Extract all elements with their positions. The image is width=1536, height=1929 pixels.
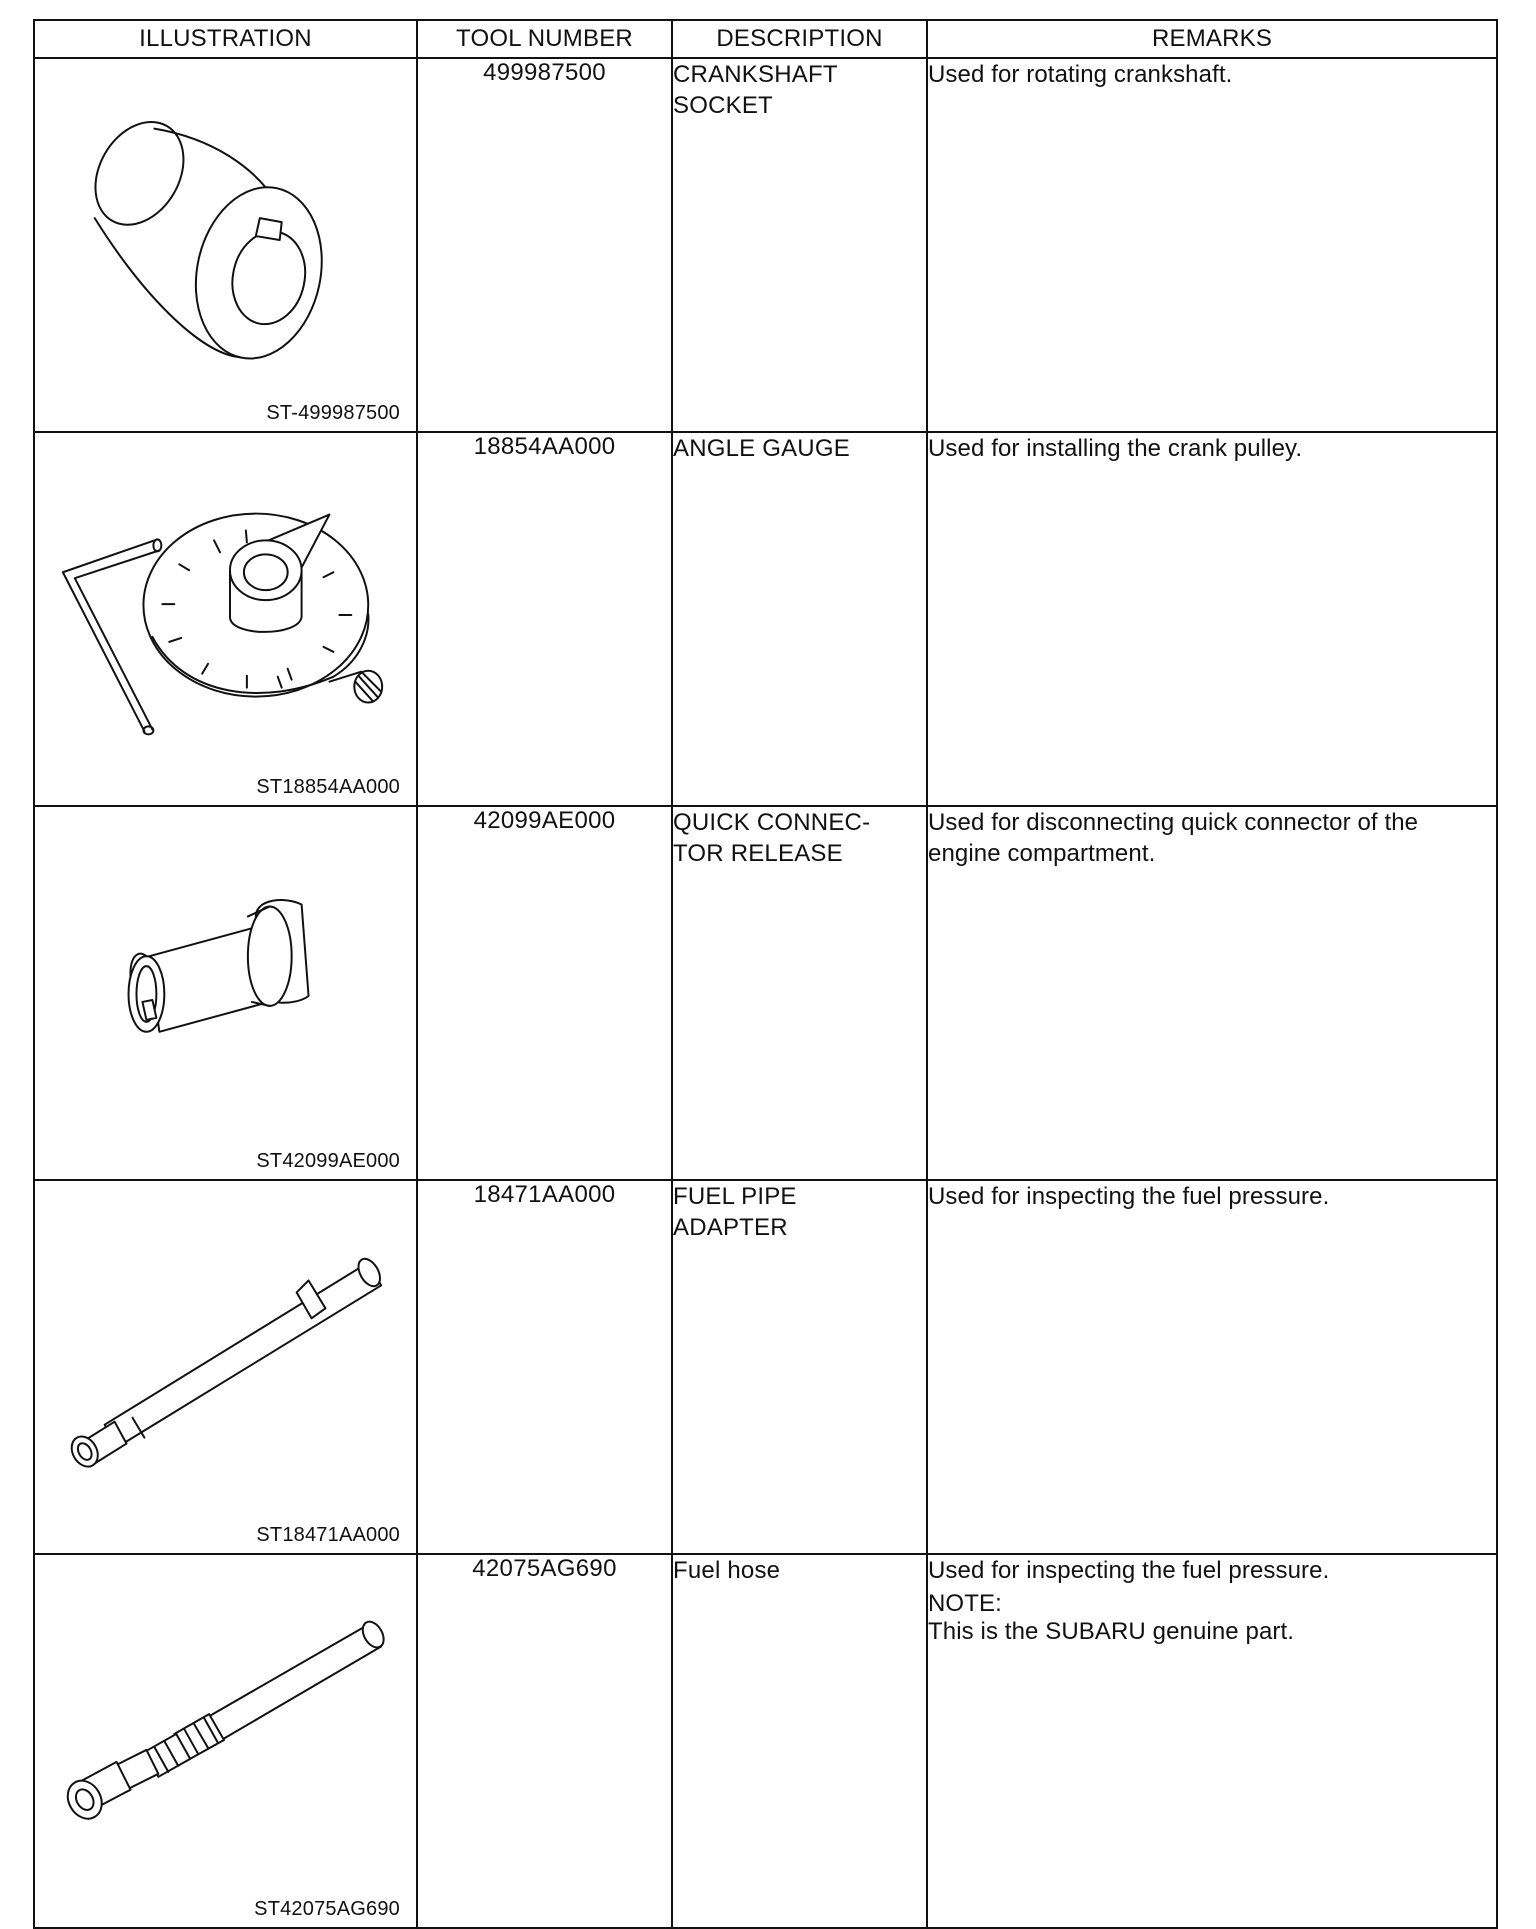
header-tool-number: TOOL NUMBER (417, 20, 672, 58)
tool-number: 18854AA000 (417, 432, 672, 806)
description-line: QUICK CONNEC- (673, 809, 871, 836)
remarks (927, 432, 1497, 806)
description (672, 58, 927, 432)
description (672, 806, 927, 1180)
tool-number: 18471AA000 (417, 1180, 672, 1554)
description-line: SOCKET (673, 92, 773, 119)
header-description: DESCRIPTION (672, 20, 927, 58)
description-line: Fuel hose (673, 1557, 781, 1584)
illustration-caption: ST42099AE000 (256, 1150, 400, 1172)
remarks (927, 1180, 1497, 1554)
remarks (927, 806, 1497, 1180)
remarks-text: Used for disconnecting quick connector of the (928, 809, 1419, 836)
illustration-cell (34, 1554, 417, 1928)
description (672, 1554, 927, 1928)
illustration-caption: ST-499987500 (266, 402, 400, 424)
description-line: ADAPTER (673, 1214, 788, 1241)
crankshaft-socket-icon (35, 59, 416, 431)
note-label: NOTE: (928, 1590, 1002, 1617)
remarks (927, 1554, 1497, 1928)
table-row (34, 58, 1497, 432)
table-row (34, 1180, 1497, 1554)
table-header-row (34, 20, 1497, 58)
illustration-cell (34, 1180, 417, 1554)
illustration-caption: ST18854AA000 (256, 776, 400, 798)
remarks-text: Used for inspecting the fuel pressure. (928, 1557, 1330, 1584)
remarks-text: Used for inspecting the fuel pressure. (928, 1183, 1330, 1210)
tool-number: 42099AE000 (417, 806, 672, 1180)
description-line: ANGLE GAUGE (673, 435, 850, 462)
description-line: TOR RELEASE (673, 840, 843, 867)
quick-connector-release-icon (35, 807, 416, 1179)
description (672, 1180, 927, 1554)
remarks-text: Used for installing the crank pulley. (928, 435, 1303, 462)
description (672, 432, 927, 806)
tool-number: 42075AG690 (417, 1554, 672, 1928)
table-row (34, 432, 1497, 806)
illustration-caption: ST42075AG690 (254, 1898, 400, 1920)
remarks-text: engine compartment. (928, 840, 1156, 867)
table-row (34, 1554, 1497, 1928)
table-row (34, 806, 1497, 1180)
special-tools-table (33, 19, 1498, 1929)
note-text: This is the SUBARU genuine part. (928, 1618, 1295, 1645)
illustration-caption: ST18471AA000 (256, 1524, 400, 1546)
remarks (927, 58, 1497, 432)
description-line: CRANKSHAFT (673, 61, 838, 88)
illustration-cell (34, 58, 417, 432)
header-remarks: REMARKS (927, 20, 1497, 58)
remarks-text: Used for rotating crankshaft. (928, 61, 1233, 88)
illustration-cell (34, 432, 417, 806)
description-line: FUEL PIPE (673, 1183, 797, 1210)
tool-number: 499987500 (417, 58, 672, 432)
illustration-cell (34, 806, 417, 1180)
fuel-pipe-adapter-icon (35, 1181, 416, 1553)
angle-gauge-icon (35, 433, 416, 805)
fuel-hose-icon (35, 1555, 416, 1927)
header-illustration: ILLUSTRATION (34, 20, 417, 58)
